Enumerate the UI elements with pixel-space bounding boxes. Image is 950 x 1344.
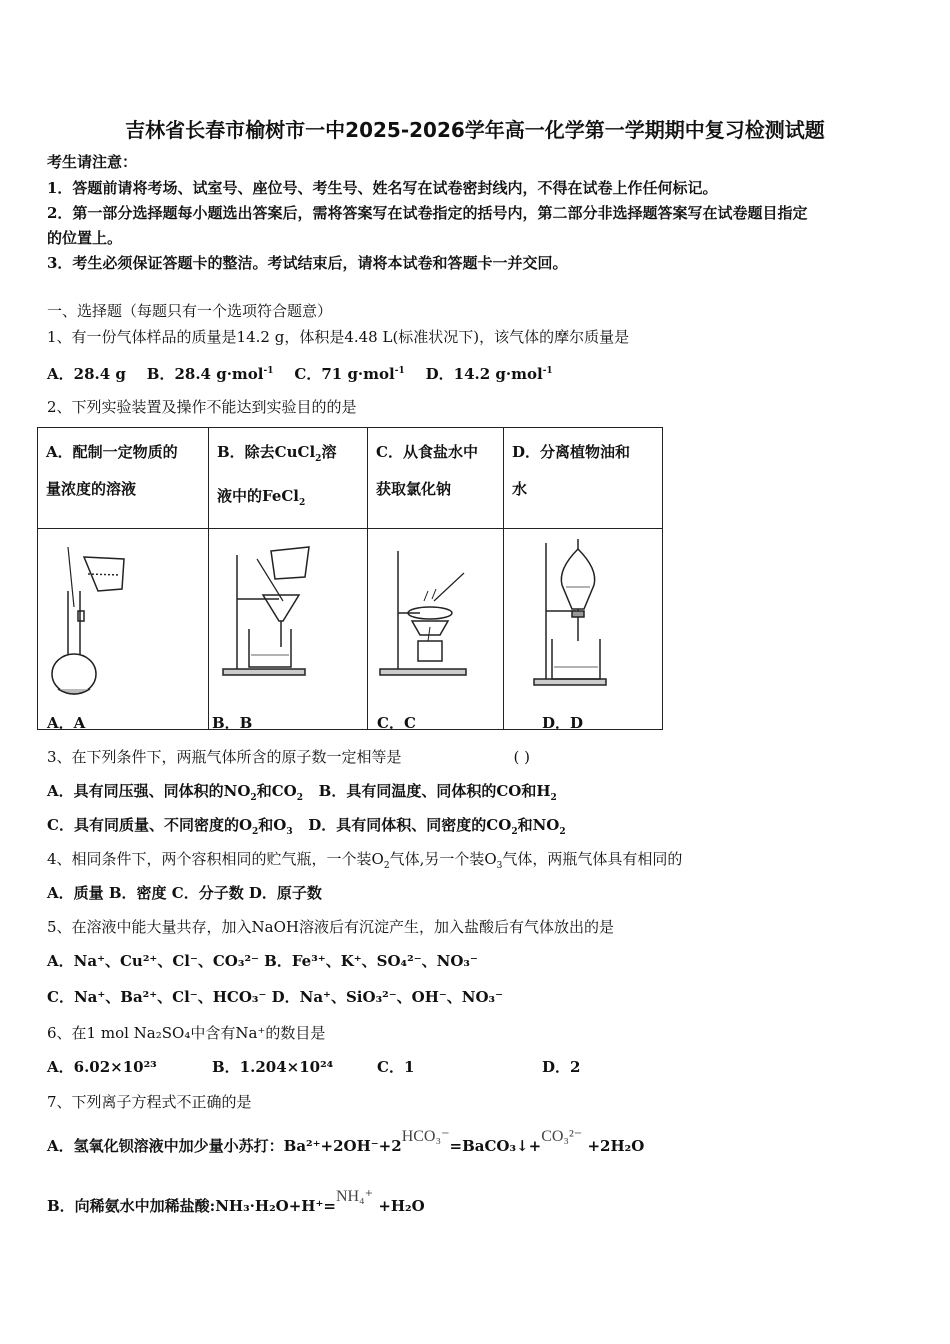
q3-options-cd: C．具有同质量、不同密度的$O_2$和$O_3$ D．具有同体积、同密度的$CO_2$和$NO_2$ (47, 816, 566, 837)
notice-item: 3．考生必须保证答题卡的整洁。考试结束后，请将本试卷和答题卡一并交回。 (47, 254, 568, 272)
q5-options-ab: A．Na⁺、Cu²⁺、Cl⁻、CO₃²⁻ B．Fe³⁺、K⁺、SO₄²⁻、NO₃⁻ (47, 952, 478, 970)
q2-cell-c: C．从食盐水中 获取氯化钠 (376, 443, 478, 498)
q4-options: A．质量 B．密度 C．分子数 D．原子数 (47, 884, 322, 902)
notice-heading: 考生请注意： (47, 153, 138, 171)
q2-cell-a: A．配制一定物质的 量浓度的溶液 (46, 443, 178, 498)
q6-option-a: A．6.02×10²³ (47, 1058, 157, 1076)
q7-option-a: A．氢氧化钡溶液中加少量小苏打：Ba²⁺+2OH⁻+2HCO₃⁻=BaCO₃↓+CO₃²⁻ +2H₂O (47, 1128, 645, 1155)
q2-answer-b: B．B (212, 714, 253, 732)
q5-options-cd: C．Na⁺、Ba²⁺、Cl⁻、HCO₃⁻ D．Na⁺、SiO₃²⁻、OH⁻、NO₃⁻ (47, 988, 504, 1006)
q4-stem: 4、相同条件下，两个容积相同的贮气瓶，一个装$O_2$气体,另一个装$O_3$气体，两瓶气体具有相同的 (47, 850, 683, 871)
section-heading: 一、选择题（每题只有一个选项符合题意） (47, 302, 333, 320)
q1-stem: 1、有一份气体样品的质量是14.2 g，体积是4.48 L(标准状况下)，该气体的摩尔质量是 (47, 328, 630, 346)
q6-option-b: B．1.204×10²⁴ (212, 1058, 334, 1076)
q3-stem: 3、在下列条件下，两瓶气体所含的原子数一定相等是 ( ) (47, 748, 531, 766)
q2-answer-a: A．A (47, 714, 86, 732)
q6-option-c: C．1 (377, 1058, 415, 1076)
q7-stem: 7、下列离子方程式不正确的是 (47, 1093, 252, 1111)
q5-stem: 5、在溶液中能大量共存，加入NaOH溶液后有沉淀产生，加入盐酸后有气体放出的是 (47, 918, 614, 936)
q3-options-ab: A．具有同压强、同体积的$NO_2$和$CO_2$ B．具有同温度、同体积的CO和$H_2$ (47, 782, 557, 803)
notice-item: 2．第一部分选择题每小题选出答案后，需将答案写在试卷指定的括号内，第二部分非选择题答案写在试卷题目指定 (47, 204, 808, 222)
notice-item: 的位置上。 (47, 229, 123, 247)
q1-options: A．28.4 g B．28.4 g·mol$^{-1}$ C．71 g·mol$^{-1}$ D．14.2 g·mol$^{-1}$ (47, 365, 553, 383)
q2-apparatus-table (37, 427, 663, 730)
evaporation-diagram (368, 529, 503, 725)
q2-cell-b: B．除去CuCl$_2$溶 液中的FeCl$_2$ (217, 443, 337, 508)
q6-stem: 6、在1 mol Na₂SO₄中含有Na⁺的数目是 (47, 1024, 326, 1042)
q2-answer-d: D．D (542, 714, 584, 732)
q2-stem: 2、下列实验装置及操作不能达到实验目的的是 (47, 398, 357, 416)
q2-answer-c: C．C (377, 714, 416, 732)
notice-item: 1．答题前请将考场、试室号、座位号、考生号、姓名写在试卷密封线内，不得在试卷上作任何标记。 (47, 179, 718, 197)
q7-option-b: B．向稀氨水中加稀盐酸:NH₃·H₂O+H⁺=NH₄⁺ +H₂O (47, 1188, 425, 1215)
volumetric-flask-diagram (38, 529, 208, 725)
q6-option-d: D．2 (542, 1058, 581, 1076)
q2-cell-d: D．分离植物油和 水 (512, 443, 631, 498)
separatory-funnel-diagram (504, 529, 662, 725)
page-title: 吉林省长春市榆树市一中2025-2026学年高一化学第一学期期中复习检测试题 (125, 118, 825, 142)
filtration-diagram (209, 529, 367, 725)
